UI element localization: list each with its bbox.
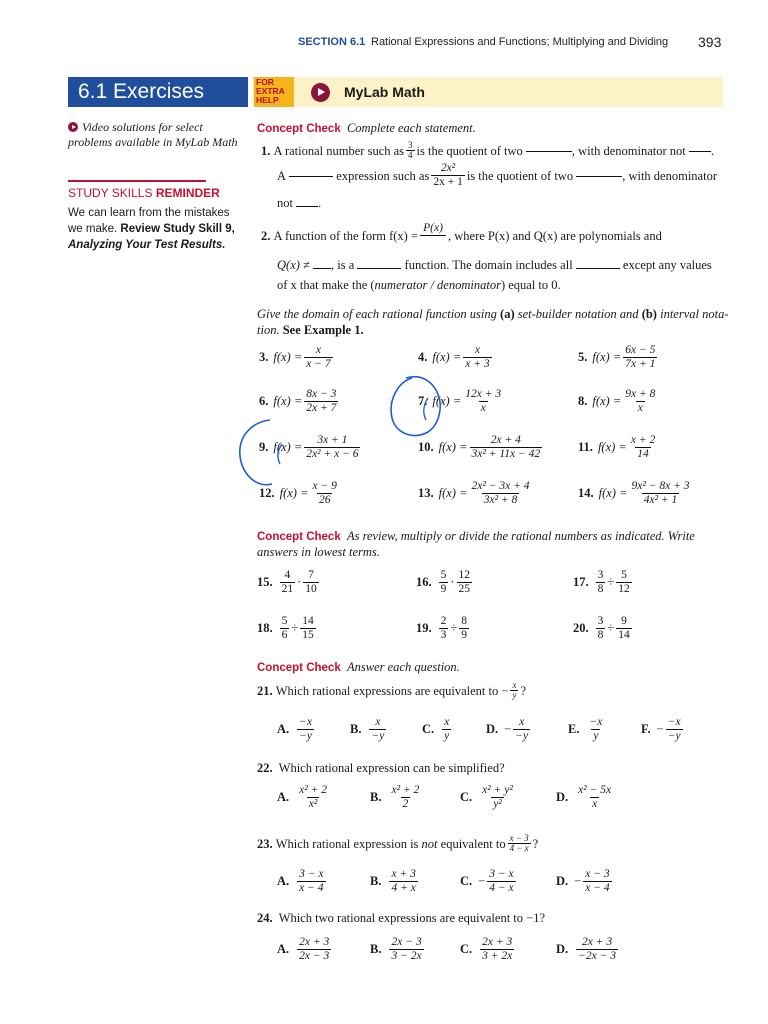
option-letter: A. [277,942,290,956]
problem-number: 4. [418,350,428,364]
extra-help-line: HELP [256,95,279,105]
problem-text: of x that make the ( [277,278,375,292]
denominator: −y [667,730,681,742]
denominator: x [480,402,486,414]
problem-text: function. The domain includes all [404,258,573,272]
denominator: 12 [618,583,630,595]
operator: · [297,575,302,589]
problem-number: 18. [257,621,273,635]
problem-text: , where P(x) and Q(x) are polynomials and [448,228,662,243]
denominator: −2x − 3 [578,950,617,962]
instr-text: (a) [500,307,515,321]
reminder-text-2: Review Study Skill 9, [120,223,235,235]
numerator: 5 [621,569,627,581]
problem-text: not [277,196,293,210]
denominator: x − 4 [299,882,324,894]
numerator: 2x² [440,162,456,174]
numerator: −x [299,716,313,728]
denominator: y [444,730,450,742]
numerator: 2x + 3 [299,936,330,948]
problem-number: 16. [416,575,432,589]
problem-text: A function of the form f(x) = [273,228,419,243]
option-letter: B. [370,942,382,956]
option-letter: A. [277,790,290,804]
problem-number: 3. [259,350,269,364]
denominator: x [637,402,643,414]
problem-number: 10. [418,440,434,454]
denominator: 15 [302,629,314,641]
problem-text: except any values [622,258,712,272]
problem-text: Which rational expressions are equivalent to [275,683,499,698]
extra-help-line: EXTRA [256,86,285,96]
denominator: 4 − x [509,843,529,853]
instr-text: (b) [641,307,657,321]
denominator: 4x² + 1 [643,494,678,506]
running-head-section: SECTION 6.1 [298,36,366,48]
numerator: x − 3 [509,833,529,843]
problem-text: Which rational expression is [275,836,419,851]
option-sign: − [504,722,512,736]
option-letter: B. [350,722,362,736]
function-lhs: f(x) = [273,350,303,364]
problem-number: 11. [578,440,593,454]
numerator: 2x + 3 [582,936,613,948]
denominator: 9 [440,583,447,595]
numerator: 12x + 3 [465,388,502,400]
numerator: 14 [302,615,314,627]
operator: ÷ [607,575,615,589]
numerator: 8x − 3 [306,388,337,400]
problem-text: expression such as [336,168,430,183]
function-lhs: f(x) = [273,394,303,408]
numerator: 2 [440,615,447,627]
problem-text: Which two rational expressions are equivalent to −1? [278,911,545,925]
numerator: 3 [597,615,604,627]
problem-number: 17. [573,575,589,589]
section2-instruction-2: answers in lowest terms. [257,545,380,559]
denominator: 4 − x [489,882,514,894]
numerator: 2x + 3 [482,936,513,948]
denominator: x − 7 [306,358,331,370]
denominator: y [593,730,599,742]
running-head-title: Rational Expressions and Functions; Multiplying and Dividing [371,36,669,48]
ink-arc-9 [240,420,272,485]
denominator: 6 [281,629,288,641]
problem-text: . [318,196,322,210]
denominator: 2x + 1 [433,176,463,188]
numerator: 7 [308,569,314,581]
option-letter: D. [556,874,569,888]
mylab-label: MyLab Math [344,84,425,100]
problem-number: 7. [418,394,428,408]
reminder-text-1: We can learn from the mistakes we make. [68,207,230,235]
section1-instruction: Complete each statement. [346,121,476,135]
denominator: 3x² + 8 [483,494,518,506]
instr-text: Give the domain of each rational function using [257,307,497,321]
video-note-text: Video solutions for select problems available in MyLab Math [68,120,238,149]
denominator: 2x² + x − 6 [306,448,359,460]
problem-number: 20. [573,621,589,635]
problem-number: 2. [261,228,271,243]
reminder-text-3: Analyzing Your Test Results. [68,239,226,251]
problem-number: 6. [259,394,269,408]
numerator: x [519,716,525,728]
numerator: x² + 2 [299,784,327,796]
option-sign: − [656,722,664,736]
option-letter: D. [556,942,569,956]
numerator: x² + 2 [391,784,420,796]
function-lhs: f(x) = [432,394,462,408]
denominator: x² [308,798,318,810]
problem-number: 13. [418,486,434,500]
numerator: 8 [461,615,467,627]
problem-number: 22. [257,761,273,775]
option-letter: A. [277,874,290,888]
denominator: x + 3 [465,358,490,370]
numerator: 5 [440,569,447,581]
option-letter: C. [422,722,435,736]
option-sign: − [478,874,486,888]
denominator: y² [493,798,502,810]
exercises-title: 6.1 Exercises [68,77,248,107]
denominator: 3 − 2x [391,950,422,962]
problem-text: Q(x) ≠ [277,258,310,272]
problem-text: is the quotient of two [466,168,574,183]
problem-number: 14. [578,486,594,500]
section3-instruction: Answer each question. [346,660,460,674]
numerator: x + 3 [391,868,416,880]
option-letter: D. [486,722,499,736]
denominator: 2 [402,798,409,810]
numerator: 9x² − 8x + 3 [631,480,690,492]
denominator: −y [371,730,385,742]
option-letter: B. [370,874,382,888]
problem-number: 8. [578,394,588,408]
study-skills-b: REMINDER [155,186,220,200]
function-lhs: f(x) = [273,440,303,454]
section2-instruction: As review, multiply or divide the rational numbers as indicated. Write [346,529,695,543]
numerator: 6x − 5 [625,344,656,356]
option-letter: C. [460,874,473,888]
numerator: 3 [408,140,413,150]
problem-number: 15. [257,575,273,589]
ink-mark-9 [278,444,282,464]
denominator: y [512,690,517,700]
problem-text: , is a [331,258,355,272]
option-letter: D. [556,790,569,804]
option-letter: E. [568,722,580,736]
denominator: 2x + 7 [306,402,337,414]
function-lhs: f(x) = [438,440,468,454]
problem-number: 24. [257,911,273,925]
numerator: 2x² − 3x + 4 [471,480,530,492]
problem-text: ) equal to 0. [500,278,561,292]
function-lhs: f(x) = [279,486,309,500]
option-letter: A. [277,722,290,736]
denominator: 3x² + 11x − 42 [471,448,541,460]
denominator: 3 [440,629,447,641]
denominator: 7x + 1 [625,358,656,370]
numerator: x − 9 [312,480,337,492]
problem-text: not [421,836,438,851]
denominator: 4 + x [391,882,416,894]
problem-number: 9. [259,440,269,454]
option-letter: F. [641,722,651,736]
numerator: x² + y² [482,784,513,796]
option-letter: C. [460,790,473,804]
numerator: 3 [597,569,604,581]
numerator: x [444,716,450,728]
problem-number: 12. [259,486,275,500]
problem-text: , with denominator [622,168,717,183]
concept-check-label: Concept Check [257,662,341,674]
operator: ÷ [607,621,615,635]
concept-check-label: Concept Check [257,531,341,543]
function-lhs: f(x) = [592,350,622,364]
instr-text: set-builder notation and [517,307,639,321]
numerator: x [474,344,481,356]
denominator: 2x − 3 [299,950,330,962]
function-lhs: f(x) = [598,486,628,500]
denominator: 14 [618,629,630,641]
problem-number: 5. [578,350,588,364]
denominator: −y [299,730,313,742]
numerator: 2x − 3 [391,936,422,948]
problem-text: . [710,143,715,158]
denominator: x [592,798,598,810]
denominator: x − 4 [585,882,610,894]
denominator: 8 [597,583,604,595]
numerator: x [315,344,322,356]
numerator: x − 3 [585,868,610,880]
denominator: 8 [597,629,604,641]
instr-text: See Example 1. [282,323,364,337]
option-letter: C. [460,942,473,956]
instr-text: tion. [257,323,280,337]
study-skills-a: STUDY SKILLS [68,186,153,200]
numerator: 12 [458,569,471,581]
problem-number: 23. [257,836,273,851]
problem-number: 21. [257,683,273,698]
function-lhs: f(x) = [432,350,462,364]
denominator: 4 [408,150,413,160]
numerator: −x [589,716,603,728]
numerator: 2x + 4 [490,434,521,446]
extra-help-line: FOR [256,77,274,87]
denominator: 3 + 2x [482,950,513,962]
denominator: 14 [637,448,649,460]
problem-text: is the quotient of two [416,143,523,158]
problem-text: ? [532,836,539,851]
function-lhs: f(x) = [438,486,468,500]
numerator: P(x) [423,222,443,234]
denominator: 25 [458,583,471,595]
problem-text: − [501,683,509,698]
numerator: 5 [281,615,288,627]
operator: ÷ [450,621,458,635]
numerator: x² − 5x [578,784,612,796]
numerator: 9x + 8 [625,388,656,400]
numerator: x [375,716,381,728]
ink-mark-7 [424,398,428,420]
problem-text: Which rational expression can be simplified? [278,761,505,775]
page-number: 393 [698,34,722,50]
instr-text: interval nota- [660,307,729,321]
numerator: 3 − x [489,868,514,880]
problem-number: 1. [261,143,271,158]
operator: ÷ [291,621,299,635]
problem-text: numerator / denominator [374,278,501,292]
denominator: −y [515,730,529,742]
problem-text: A rational number such as [273,143,405,158]
numerator: 3 − x [299,868,324,880]
function-lhs: f(x) = [597,440,627,454]
problem-text: A [277,168,287,183]
concept-check-label: Concept Check [257,123,341,135]
numerator: x [512,680,517,690]
ink-circle-7 [391,377,440,436]
problem-text: ? [520,683,526,698]
problem-text: , with denominator not [571,143,686,158]
denominator: 21 [281,583,294,595]
operator: · [450,575,455,589]
option-letter: B. [370,790,382,804]
numerator: 4 [284,569,291,581]
numerator: −x [667,716,681,728]
numerator: x + 2 [630,434,656,446]
problem-text: equivalent to [440,836,506,851]
denominator: 9 [461,629,467,641]
problem-number: 19. [416,621,432,635]
option-sign: − [574,874,582,888]
denominator: 26 [318,494,331,506]
numerator: 3x + 1 [317,434,348,446]
function-lhs: f(x) = [592,394,622,408]
numerator: 9 [621,615,627,627]
denominator: 10 [305,583,317,595]
